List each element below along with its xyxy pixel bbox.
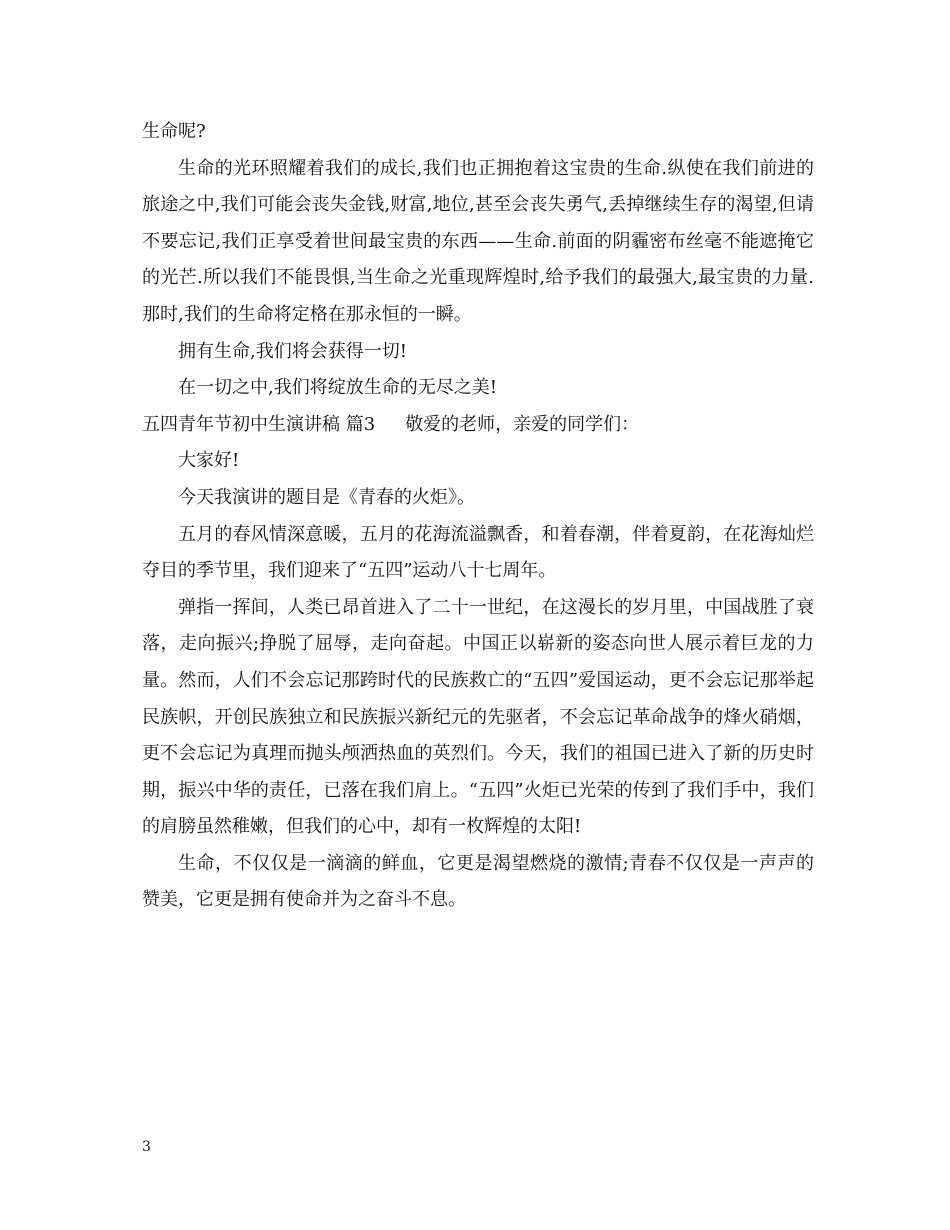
paragraph: 拥有生命,我们将会获得一切! bbox=[178, 340, 407, 362]
salutation: 敬爱的老师，亲爱的同学们： bbox=[405, 413, 640, 435]
paragraph: 生命，不仅仅是一滴滴的鲜血，它更是渴望燃烧的激情;青春不仅仅是一声声的赞美，它更是拥有使命并为之奋斗不息。 bbox=[142, 852, 814, 911]
paragraph: 弹指一挥间，人类已昂首进入了二十一世纪，在这漫长的岁月里，中国战胜了衰落，走向振兴;挣脱了屈辱，走向奋起。中国正以崭新的姿态向世人展示着巨龙的力量。然而，人们不会忘记那跨时代的民族救亡的“五四”爱国运动，更不会忘记那举起民族帜，开创民族独立和民族振兴新纪元的先驱者，不会忘记革命战争的烽火硝烟，更不会忘记为真理而抛头颅洒热血的英烈们。今天，我们的祖国已进入了新的历史时期，振兴中华的责任，已落在我们肩上。“五四”火炬已光荣的传到了我们手中，我们的肩膀虽然稚嫩，但我们的心中，却有一枚辉煌的太阳! bbox=[142, 596, 814, 838]
section-heading-line bbox=[142, 407, 814, 444]
section-title: 五四青年节初中生演讲稿 篇3 bbox=[142, 413, 376, 435]
paragraph: 生命呢? bbox=[142, 121, 206, 142]
paragraph-group-bottom bbox=[142, 443, 814, 919]
paragraph: 今天我演讲的题目是《青春的火炬》。 bbox=[178, 486, 475, 508]
page-number: 3 bbox=[142, 1139, 151, 1155]
paragraph: 生命的光环照耀着我们的成长,我们也正拥抱着这宝贵的生命.纵使在我们前进的旅途之中,我们可能会丧失金钱,财富,地位,甚至会丧失勇气,丢掉继续生存的渴望,但请不要忘记,我们正享受着世间最宝贵的东西——生命.前面的阴霾密布丝毫不能遮掩它的光芒.所以我们不能畏惧,当生命之光重现辉煌时,给予我们的最强大,最宝贵的力量.那时,我们的生命将定格在那永恒的一瞬。 bbox=[142, 157, 814, 325]
paragraph-group-top bbox=[142, 114, 814, 407]
paragraph: 在一切之中,我们将绽放生命的无尽之美! bbox=[178, 377, 497, 399]
paragraph: 五月的春风情深意暖，五月的花海流溢飘香，和着春潮，伴着夏韵，在花海灿烂夺目的季节里，我们迎来了“五四”运动八十七周年。 bbox=[142, 523, 814, 582]
paragraph: 大家好! bbox=[178, 450, 240, 472]
document-body bbox=[142, 114, 814, 919]
